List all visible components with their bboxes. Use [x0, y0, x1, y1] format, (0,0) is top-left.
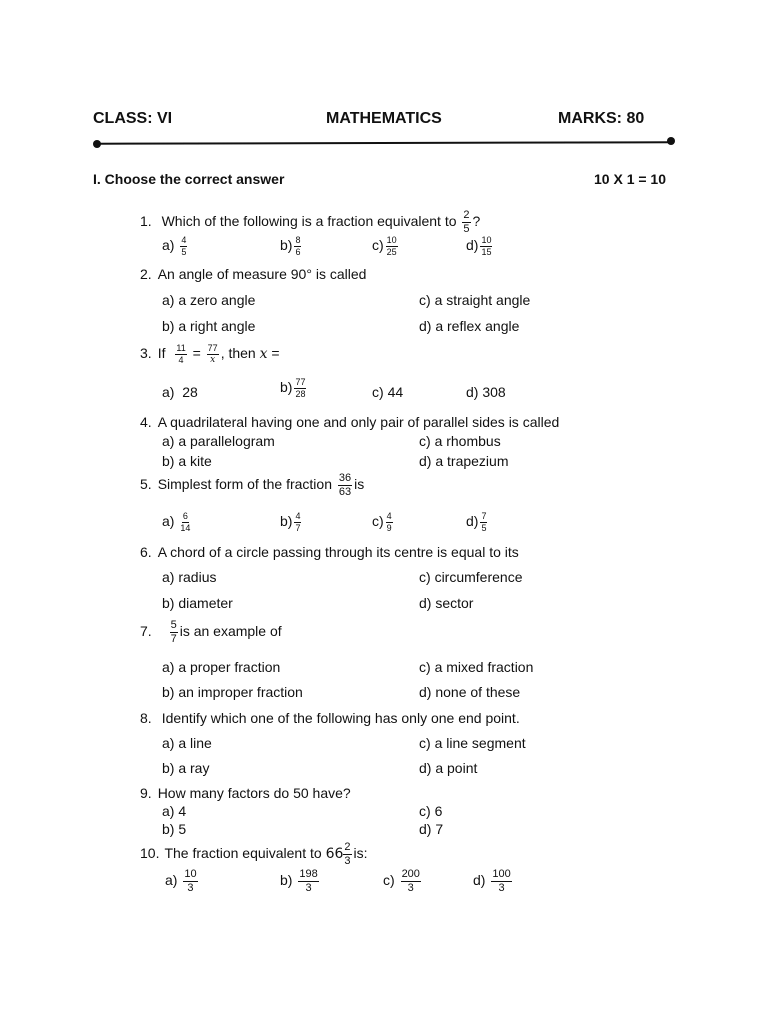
q6-option-d[interactable]: d) sector	[419, 595, 474, 611]
q8-option-d[interactable]: d) a point	[419, 760, 478, 776]
q6-option-a[interactable]: a) radius	[162, 569, 217, 585]
question-6: 6. A chord of a circle passing through its centre is equal to its	[140, 544, 519, 560]
q4-option-c[interactable]: c) a rhombus	[419, 433, 501, 449]
q1-option-b[interactable]: b) $\frac{8}{6}$	[280, 235, 301, 257]
question-5: 5. Simplest form of the fraction $\frac{36}{63}$ is	[140, 472, 365, 498]
question-text: Which of the following is a fraction equivalent to	[161, 213, 457, 230]
q2-option-c[interactable]: c) a straight angle	[419, 292, 531, 308]
q9-option-c[interactable]: c) 6	[419, 803, 443, 819]
q6-option-c[interactable]: c) circumference	[419, 569, 523, 585]
question-10: 10. The fraction equivalent to 66 $\frac{2}{3}$ is:	[140, 841, 368, 867]
q1-option-c[interactable]: c) $\frac{10}{25}$	[372, 235, 397, 257]
question-3: 3. If $\frac{11}{4}$ = $\frac{77}{x}$ , then x =	[140, 343, 280, 365]
section-scheme: 10 X 1 = 10	[594, 171, 667, 187]
q5-option-a[interactable]: a) $\frac{6}{14}$	[162, 511, 191, 533]
q3-option-d[interactable]: d) 308	[466, 384, 506, 400]
question-9: 9. How many factors do 50 have?	[140, 785, 351, 801]
q9-option-b[interactable]: b) 5	[162, 821, 187, 837]
q7-option-b[interactable]: b) an improper fraction	[162, 684, 303, 700]
question-2: 2. An angle of measure 90° is called	[140, 266, 367, 282]
q1-option-d[interactable]: d) $\frac{10}{15}$	[466, 235, 492, 257]
section-title: I. Choose the correct answer	[93, 171, 285, 187]
q3-option-b[interactable]: b) $\frac{77}{28}$	[280, 377, 306, 399]
divider-right-dot	[667, 137, 675, 145]
question-8: 8. Identify which one of the following has only one end point.	[140, 710, 520, 726]
q2-option-a[interactable]: a) a zero angle	[162, 292, 256, 308]
q3-option-a[interactable]: a) 28	[162, 384, 198, 400]
q10-option-d[interactable]: d) $\frac{100}{3}$	[473, 868, 511, 894]
marks-label: MARKS: 80	[558, 110, 645, 127]
q8-option-c[interactable]: c) a line segment	[419, 735, 526, 751]
question-fraction: $\frac{2}{5}$	[463, 209, 470, 235]
question-number: 1.	[140, 213, 152, 230]
q5-option-d[interactable]: d) $\frac{7}{5}$	[466, 511, 487, 533]
q2-option-d[interactable]: d) a reflex angle	[419, 318, 520, 334]
class-label: CLASS: VI	[93, 110, 173, 127]
q2-option-b[interactable]: b) a right angle	[162, 318, 256, 334]
q6-option-b[interactable]: b) diameter	[162, 595, 233, 611]
divider-left-dot	[93, 140, 101, 148]
q10-option-b[interactable]: b) $\frac{198}{3}$	[280, 868, 318, 894]
question-7: 7. $\frac{5}{7}$ is an example of	[140, 619, 282, 645]
q9-option-a[interactable]: a) 4	[162, 803, 187, 819]
subject-title: MATHEMATICS	[326, 110, 442, 127]
q8-option-b[interactable]: b) a ray	[162, 760, 210, 776]
q7-option-d[interactable]: d) none of these	[419, 684, 521, 700]
q4-option-a[interactable]: a) a parallelogram	[162, 433, 275, 449]
q1-option-a[interactable]: a) $\frac{4}{5}$	[162, 235, 187, 257]
q7-option-c[interactable]: c) a mixed fraction	[419, 659, 534, 675]
q4-option-b[interactable]: b) a kite	[162, 453, 212, 469]
q10-option-c[interactable]: c) $\frac{200}{3}$	[383, 868, 420, 894]
q4-option-d[interactable]: d) a trapezium	[419, 453, 509, 469]
q8-option-a[interactable]: a) a line	[162, 735, 212, 751]
q7-option-a[interactable]: a) a proper fraction	[162, 659, 281, 675]
q9-option-d[interactable]: d) 7	[419, 821, 444, 837]
question-4: 4. A quadrilateral having one and only pair of parallel sides is called	[140, 414, 560, 430]
q3-option-c[interactable]: c) 44	[372, 384, 404, 400]
question-1: 1. Which of the following is a fraction equivalent to $\frac{2}{5}$ ?	[140, 209, 481, 235]
q10-option-a[interactable]: a) $\frac{10}{3}$	[165, 868, 197, 894]
q5-option-b[interactable]: b) $\frac{4}{7}$	[280, 511, 301, 533]
header-divider	[97, 142, 671, 145]
q5-option-c[interactable]: c) $\frac{4}{9}$	[372, 511, 392, 533]
